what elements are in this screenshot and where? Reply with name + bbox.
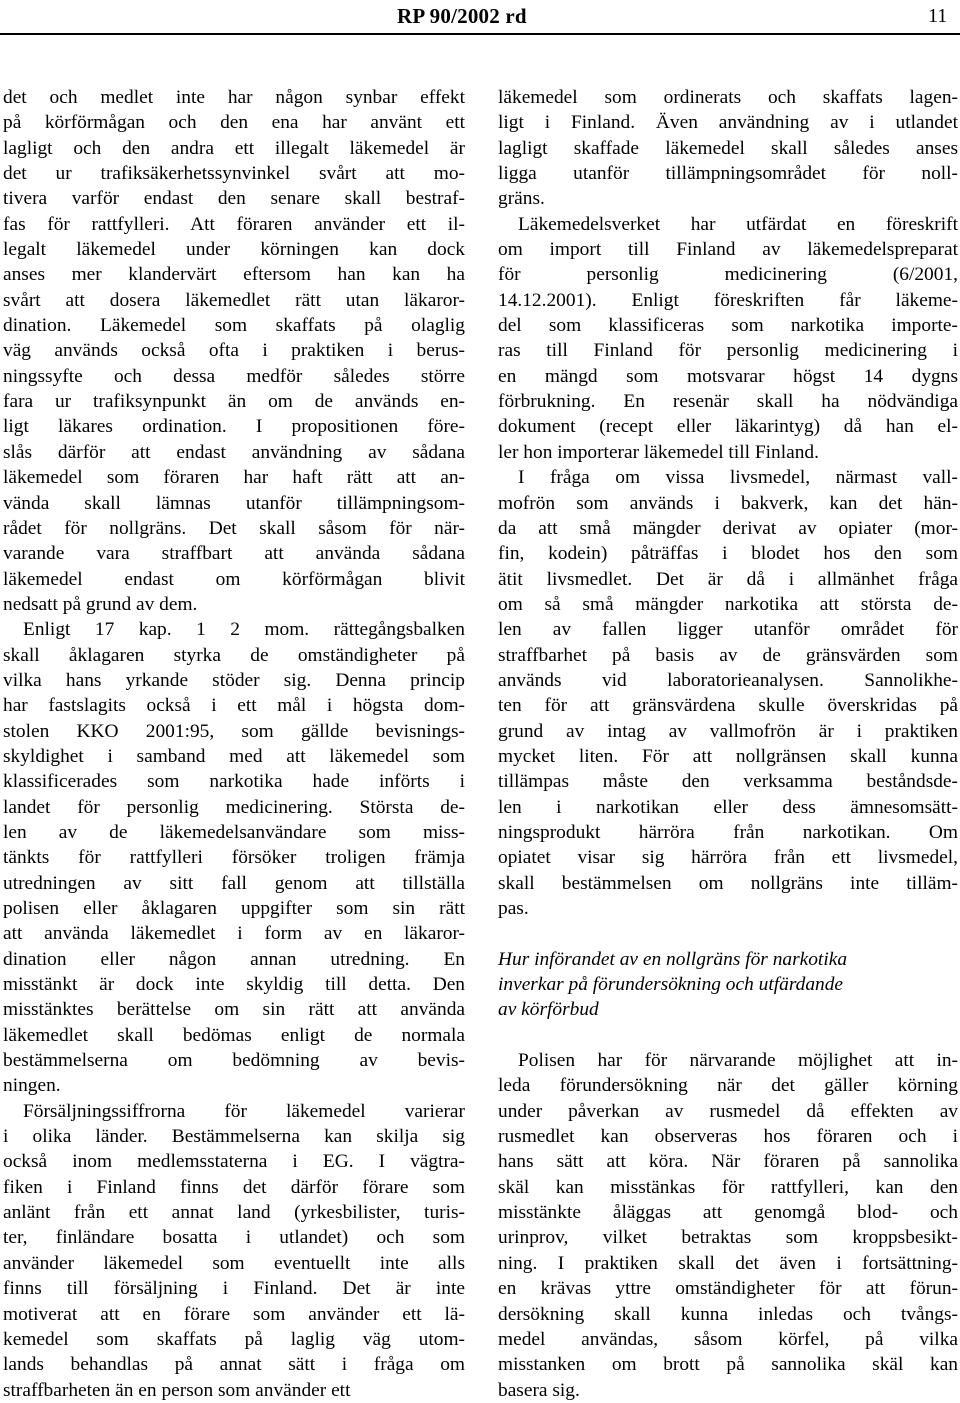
text-line: ten för att gränsvärdena skulle överskridas på bbox=[498, 695, 958, 717]
text-line: tillämpas måste den verksamma beståndsde- bbox=[498, 771, 958, 793]
text-line: landet för personlig medicinering. Största de- bbox=[3, 796, 465, 818]
text-line: ningsprodukt härröra från narkotikan. Om bbox=[498, 821, 958, 843]
text-line: ler hon importerar läkemedel till Finland. bbox=[498, 441, 819, 463]
document-reference: RP 90/2002 rd bbox=[397, 4, 527, 28]
text-line: misstanken om brott på sannolika skäl kan bbox=[498, 1354, 958, 1376]
text-line: ligt läkares ordination. I propositionen före- bbox=[3, 416, 465, 438]
text-line: finns till försäljning i Finland. Det är inte bbox=[3, 1278, 465, 1300]
text-line: rådet för nollgräns. Det skall såsom för när- bbox=[3, 517, 465, 539]
text-line: kemedel som skaffats på laglig väg utom- bbox=[3, 1328, 465, 1350]
text-line: misstänktes berättelse om sin rätt att använda bbox=[3, 999, 465, 1021]
text-line: del som klassificeras som narkotika importe- bbox=[498, 315, 958, 337]
text-line: lands behandlas på annat sätt i fråga om bbox=[3, 1354, 465, 1376]
text-line: på körförmågan och den ena har använt ett bbox=[3, 112, 465, 134]
text-line: straffbarheten än en person som använder ett bbox=[3, 1379, 351, 1401]
text-line: ligga utanför tillämpningsområdet för noll- bbox=[498, 163, 958, 185]
text-line: fin, kodein) påträffas i blodet hos den som bbox=[498, 543, 958, 565]
text-line: misstänkt är dock inte skyldig till detta. Den bbox=[3, 974, 465, 996]
text-line: legalt läkemedel under körningen kan dock bbox=[3, 239, 465, 261]
text-line: varande vara straffbart att använda sådana bbox=[3, 543, 465, 565]
text-line: inverkar på förundersökning och utfärdande bbox=[498, 974, 844, 996]
text-line: använder läkemedel som eventuellt inte alls bbox=[3, 1252, 465, 1274]
text-line: anlänt från ett annat land (yrkesbilister, turis- bbox=[3, 1202, 465, 1224]
left-column bbox=[3, 85, 465, 1403]
text-line: fiken i Finland finns det därför förare som bbox=[3, 1176, 465, 1198]
text-line: lagligt skaffade läkemedel skall således anses bbox=[498, 137, 958, 159]
text-line: för personlig medicinering (6/2001, bbox=[498, 264, 958, 286]
text-line: urinprov, vilket betraktas som kroppsbesikt- bbox=[498, 1227, 958, 1249]
text-line: Läkemedelsverket har utfärdat en föreskrift bbox=[518, 213, 958, 235]
text-line: fas för rattfylleri. Att föraren använder ett il- bbox=[3, 213, 465, 235]
text-line: polisen eller åklagaren uppgifter som sin rätt bbox=[3, 898, 465, 919]
text-line: Hur införandet av en nollgräns för narkotika bbox=[498, 948, 848, 970]
text-line: läkemedel som föraren har haft rätt att an- bbox=[3, 467, 465, 489]
text-line: ningssyfte och dessa medför således större bbox=[3, 365, 465, 387]
text-line: basera sig. bbox=[498, 1379, 580, 1401]
text-line: mofrön som används i bakverk, kan det hän- bbox=[498, 492, 958, 514]
text-line: len i narkotikan eller dess ämnesomsätt- bbox=[498, 796, 958, 818]
text-line: 14.12.2001). Enligt föreskriften får läkeme- bbox=[498, 289, 958, 311]
text-line: att använda läkemedlet i form av en läkaror- bbox=[3, 923, 465, 945]
text-line: skall åklagaren styrka de omständigheter på bbox=[3, 644, 465, 666]
text-line: rusmedlet kan observeras hos föraren och i bbox=[498, 1126, 958, 1148]
text-line: dersökning skall kunna inledas och tvångs- bbox=[498, 1303, 958, 1325]
text-line: skyldighet i samband med att läkemedel som bbox=[3, 745, 465, 767]
text-line: dination. Läkemedel som skaffats på olaglig bbox=[3, 315, 465, 337]
text-line: en krävas yttre omständigheter för att förun- bbox=[498, 1278, 958, 1300]
text-line: hans sätt att köra. När föraren på sannolika bbox=[498, 1151, 958, 1173]
text-line: lagligt och den andra ett illegalt läkemedel är bbox=[3, 137, 465, 159]
text-line: ning. I praktiken skall det även i fortsättning- bbox=[498, 1252, 958, 1274]
text-line: gräns. bbox=[498, 188, 545, 210]
text-line: opiatet visar sig härröra från ett livsmedel, bbox=[498, 847, 958, 869]
text-line: stolen KKO 2001:95, som gällde bevisnings- bbox=[3, 720, 465, 742]
text-line: ningen. bbox=[3, 1075, 61, 1097]
text-line: väg används också ofta i praktiken i berus- bbox=[3, 340, 465, 362]
text-line: fara ur trafiksynpunkt än om de används en- bbox=[3, 391, 465, 413]
text-line: ras till Finland för personlig medicinering i bbox=[498, 340, 958, 362]
text-line: ätit livsmedlet. Det är då i allmänhet fråga bbox=[498, 568, 958, 590]
text-line: pas. bbox=[498, 898, 529, 919]
text-line: ter, finländare bosatta i utlandet) och som bbox=[3, 1227, 465, 1249]
text-line: förbrukning. En resenär skall ha nödvändiga bbox=[498, 391, 958, 413]
text-line: läkemedlet skall bedömas enligt de normala bbox=[3, 1024, 465, 1046]
text-line: nedsatt på grund av dem. bbox=[3, 593, 198, 615]
text-line: medel användas, såsom körfel, på vilka bbox=[498, 1328, 958, 1350]
text-line: straffbarhet på basis av de gränsvärden som bbox=[498, 644, 958, 666]
text-line: len av de läkemedelsanvändare som miss- bbox=[3, 821, 465, 843]
text-line: I fråga om vissa livsmedel, närmast vall- bbox=[518, 467, 958, 489]
header-rule bbox=[0, 33, 960, 35]
text-line: också inom medlemsstaterna i EG. I vägtra- bbox=[3, 1151, 465, 1173]
text-line: Polisen har för närvarande möjlighet att in- bbox=[518, 1050, 958, 1072]
section-heading bbox=[498, 947, 958, 1023]
text-line: mycket liten. För att nollgränsen skall kunna bbox=[498, 745, 958, 767]
left-column-text bbox=[3, 85, 465, 1403]
text-line: Försäljningssiffrorna för läkemedel varierar bbox=[23, 1100, 465, 1122]
text-line: läkemedel endast om körförmågan blivit bbox=[3, 568, 465, 590]
text-line: klassificerades som narkotika hade införts i bbox=[3, 771, 465, 793]
text-line: det ur trafiksäkerhetssynvinkel svårt att mo- bbox=[3, 163, 465, 185]
text-line: i olika länder. Bestämmelserna kan skilja sig bbox=[3, 1126, 465, 1148]
text-line: en mängd som motsvarar högst 14 dygns bbox=[498, 365, 958, 387]
text-line: om så små mängder narkotika att största de- bbox=[498, 593, 958, 615]
page-header bbox=[0, 0, 960, 40]
page-number: 11 bbox=[928, 5, 948, 27]
right-column-text-1 bbox=[498, 85, 958, 921]
text-line: len av fallen ligger utanför området för bbox=[498, 619, 958, 641]
text-line: om import till Finland av läkemedelspreparat bbox=[498, 239, 958, 261]
text-line: under påverkan av rusmedel då effekten av bbox=[498, 1100, 958, 1122]
text-line: misstänkte åläggas att genomgå blod- och bbox=[498, 1202, 958, 1224]
text-line: skall bestämmelsen om nollgräns inte tilläm- bbox=[498, 872, 958, 894]
spacer bbox=[498, 1023, 958, 1048]
text-line: används vid laboratorieanalysen. Sannolikhe- bbox=[498, 669, 958, 691]
text-line: det och medlet inte har någon synbar effekt bbox=[3, 87, 465, 108]
text-line: ligt i Finland. Även användning av i utlandet bbox=[498, 112, 958, 134]
text-line: tänkts för rattfylleri försöker troligen främja bbox=[3, 847, 465, 869]
spacer bbox=[498, 921, 958, 946]
text-line: leda förundersökning när det gäller körning bbox=[498, 1075, 958, 1097]
text-line: dination eller någon annan utredning. En bbox=[3, 948, 465, 970]
text-line: da att små mängder derivat av opiater (mor- bbox=[498, 517, 958, 539]
text-line: har fastslagits också i ett mål i högsta dom- bbox=[3, 695, 465, 717]
text-line: utredningen av sitt fall genom att tillställa bbox=[3, 872, 465, 894]
text-line: slås därför att endast användning av sådana bbox=[3, 441, 465, 463]
text-line: svårt att dosera läkemedlet rätt utan läkaror- bbox=[3, 289, 465, 311]
text-line: grund av intag av vallmofrön är i praktiken bbox=[498, 720, 958, 742]
text-line: tivera varför endast den senare skall bestraf- bbox=[3, 188, 465, 210]
right-column-text-2 bbox=[498, 1048, 958, 1403]
text-line: läkemedel som ordinerats och skaffats lagen- bbox=[498, 87, 958, 108]
text-line: motiverat att en förare som använder ett lä- bbox=[3, 1303, 465, 1325]
text-line: vända skall lämnas utanför tillämpningsom- bbox=[3, 492, 465, 514]
text-line: bestämmelserna om bedömning av bevis- bbox=[3, 1050, 465, 1072]
text-line: Enligt 17 kap. 1 2 mom. rättegångsbalken bbox=[23, 619, 465, 641]
text-line: av körförbud bbox=[498, 999, 599, 1021]
text-line: vilka hans yrkande stöder sig. Denna princip bbox=[3, 669, 465, 691]
right-column bbox=[498, 85, 958, 1403]
text-line: dokument (recept eller läkarintyg) då han el- bbox=[498, 416, 958, 438]
text-line: skäl kan misstänkas för rattfylleri, kan den bbox=[498, 1176, 958, 1198]
text-line: anses mer klandervärt eftersom han kan ha bbox=[3, 264, 465, 286]
